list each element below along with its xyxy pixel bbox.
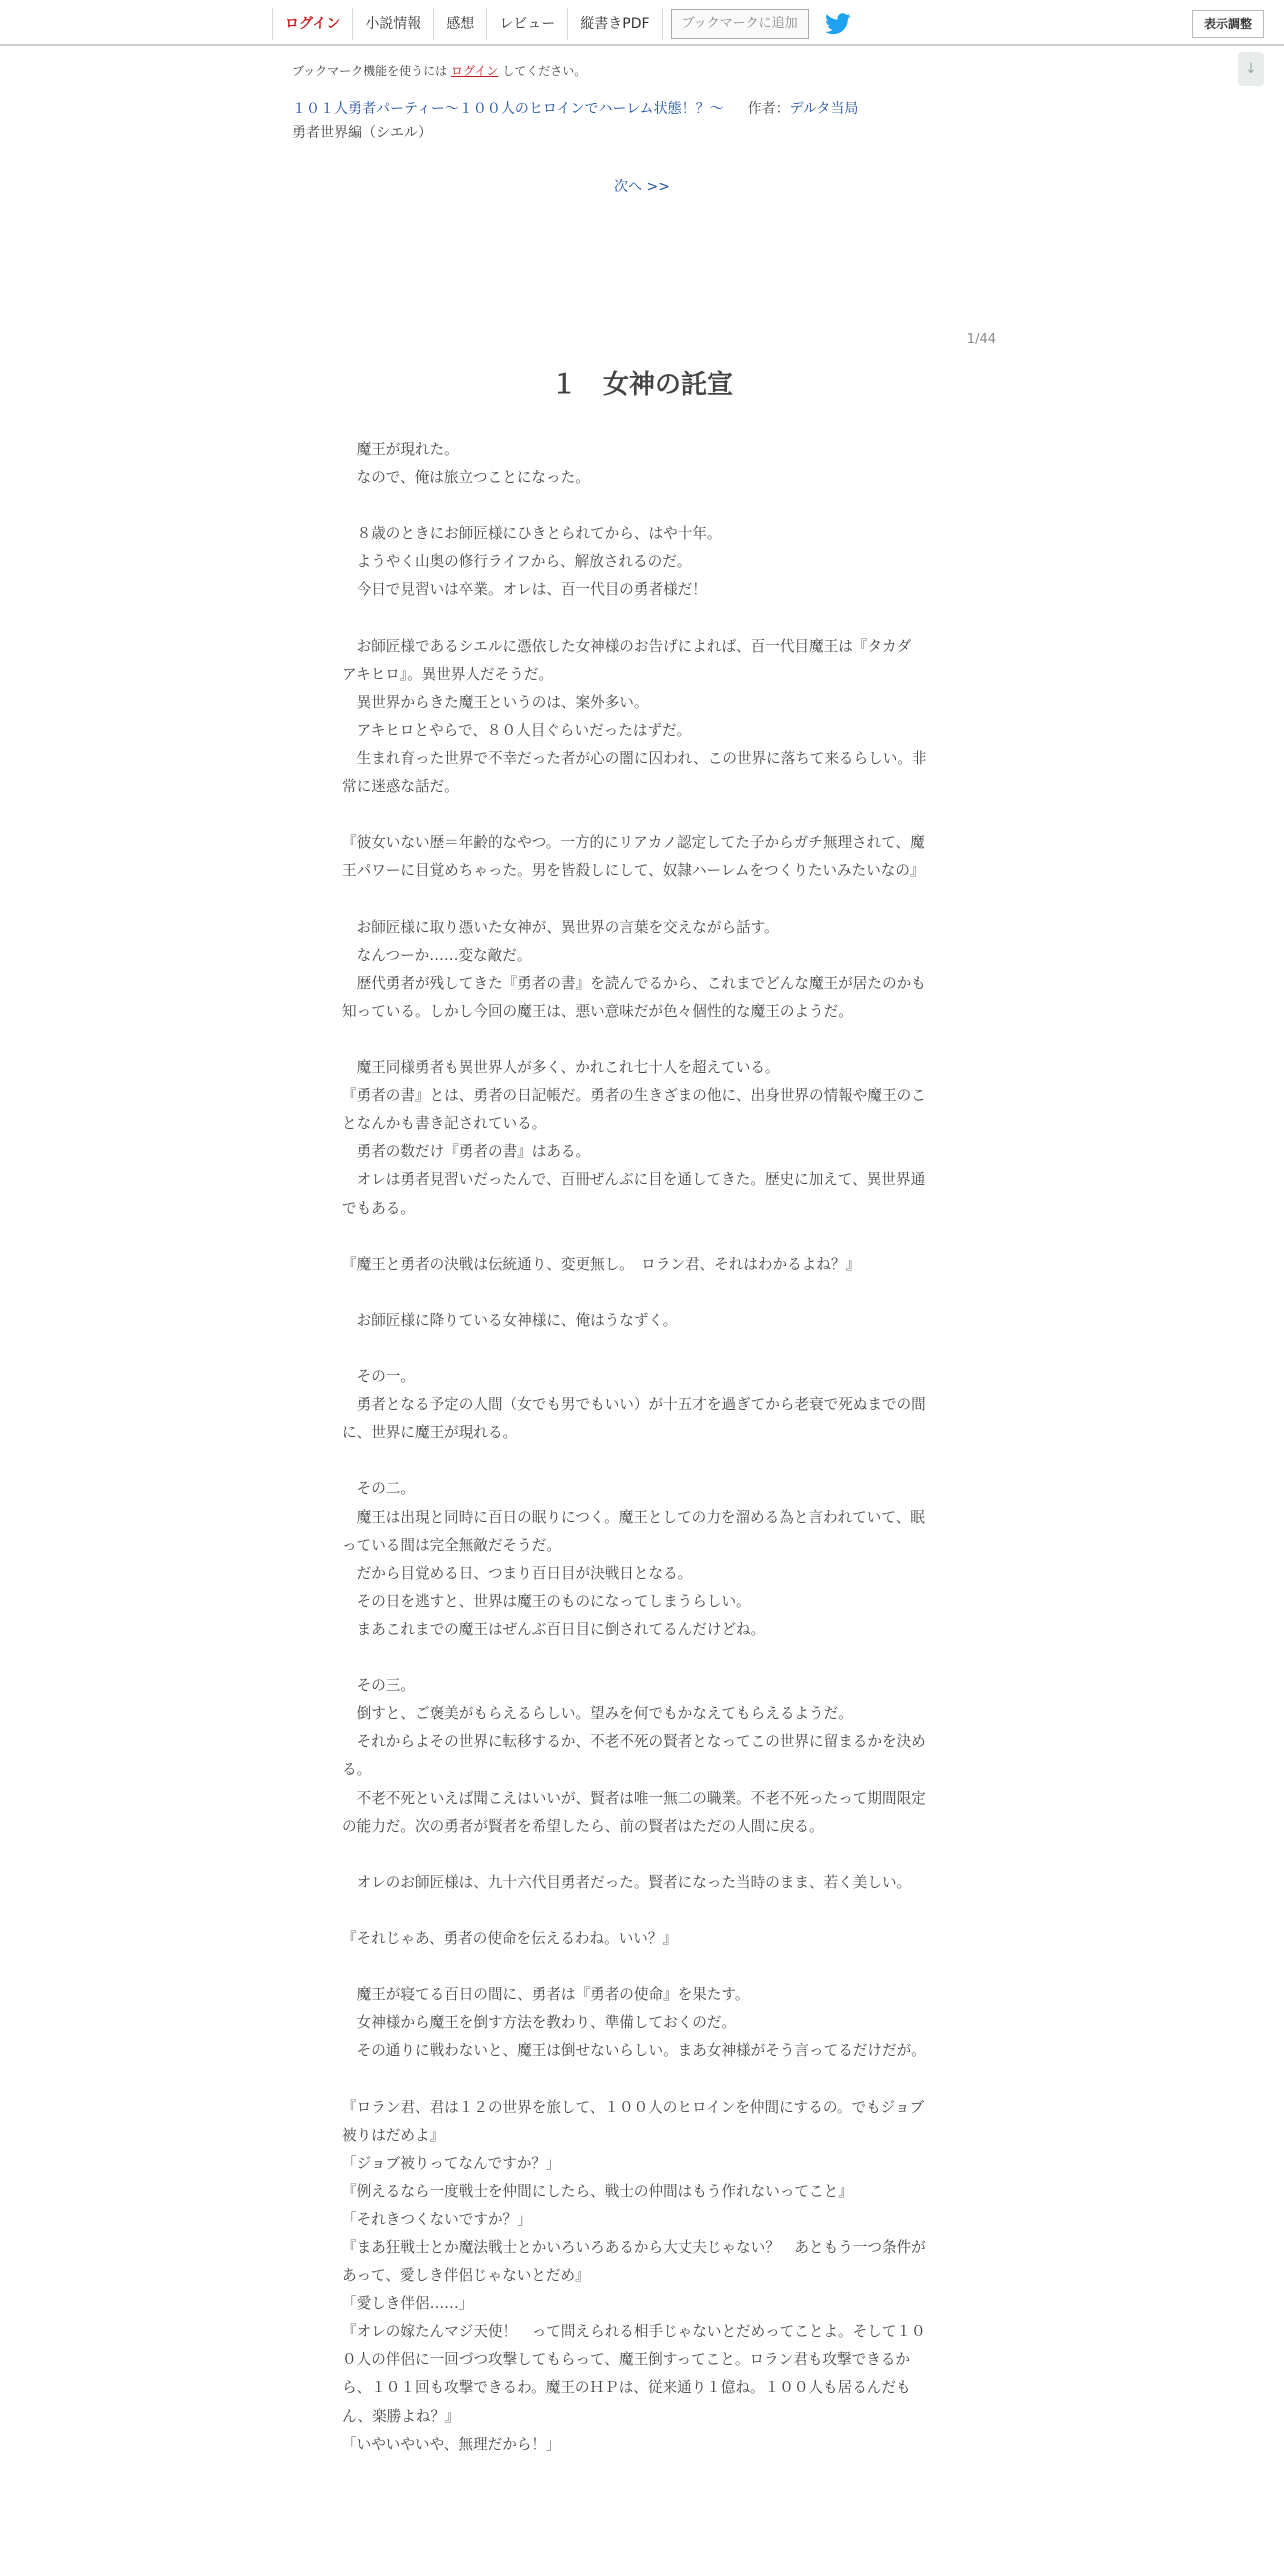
body-paragraph: オレのお師匠様は、九十六代目勇者だった。賢者になった当時のまま、若く美しい。 [342, 1873, 912, 1891]
body-paragraph: 歴代勇者が残してきた『勇者の書』を読んでるから、これまでどんな魔王が居たのかも知っている。しかし今回の魔王は、悪い意味だが色々個性的な魔王のようだ。 [342, 974, 926, 1020]
blank-line [342, 605, 934, 633]
body-paragraph: ようやく山奥の修行ライフから、解放されるのだ。 [342, 553, 692, 571]
body-paragraph: 『彼女いない歴＝年齢的なやつ。一方的にリアカノ認定してた子からガチ無理されて、魔王パワーに目覚めちゃった。男を皆殺しにして、奴隷ハーレムをつくりたいみたいなの』 [342, 834, 925, 880]
body-paragraph: 『魔王と勇者の決戦は伝統通り、変更無し。 ロラン君、それはわかるよね？』 [342, 1255, 861, 1273]
body-paragraph: その三。 [342, 1677, 415, 1695]
body-paragraph: 『例えるなら一度戦士を仲間にしたら、戦士の仲間はもう作れないってこと』 [342, 2182, 853, 2200]
login-link[interactable]: ログイン [272, 8, 352, 40]
reviews-link[interactable]: レビュー [486, 8, 567, 40]
body-paragraph: 『ロラン君、君は１２の世界を旅して、１００人のヒロインを仲間にするの。でもジョブ被りはだめよ』 [342, 2098, 925, 2144]
top-navigation [272, 6, 851, 42]
body-paragraph: 「愛しき伴侶……」 [342, 2295, 474, 2313]
author-link[interactable]: デルタ当局 [789, 101, 859, 117]
top-bar [0, 0, 1284, 46]
blank-line [342, 1223, 934, 1251]
page-counter: 1/44 [966, 332, 996, 347]
body-paragraph: 不老不死といえば聞こえはいいが、賢者は唯一無二の職業。不老不死ったって期間限定の能力だ。次の勇者が賢者を希望したら、前の賢者はただの人間に戻る。 [342, 1789, 926, 1835]
body-paragraph: 『まあ狂戦士とか魔法戦士とかいろいろあるから大丈夫じゃない？ あともう一つ条件があって、愛しき伴侶じゃないとだめ』 [342, 2239, 926, 2285]
body-paragraph: だから目覚める日、つまり百日目が決戦日となる。 [342, 1564, 693, 1582]
blank-line [342, 1953, 934, 1981]
body-paragraph: 『オレの嫁たんマジ天使！ って問えられる相手じゃないとだめってことよ。そして１００人の伴侶に一回づつ攻撃してもらって、魔王倒すってこと。ロラン君も攻撃できるから、１０１回も攻撃できるわ。魔王のＨＰは、従来通り１億ね。１００人も居るんだもん、楽勝よね？』 [342, 2323, 926, 2425]
series-title-link[interactable]: １０１人勇者パーティー〜１００人のヒロインでハーレム状態！？〜 [292, 101, 724, 117]
blank-line [342, 1644, 934, 1672]
body-paragraph: それからよその世界に転移するか、不老不死の賢者となってこの世界に留まるかを決める。 [342, 1733, 926, 1779]
body-paragraph: 「ジョブ被りってなんですか？」 [342, 2154, 561, 2172]
body-paragraph: なので、俺は旅立つことになった。 [342, 469, 590, 487]
body-paragraph: その通りに戦わないと、魔王は倒せないらしい。まあ女神様がそう言ってるだけだが。 [342, 2042, 926, 2060]
bookmark-notice-before: ブックマーク機能を使うには [292, 64, 451, 78]
novel-meta [292, 98, 858, 118]
body-paragraph: オレは勇者見習いだったんで、百冊ぜんぶに目を通してきた。歴史に加えて、異世界通でもある。 [342, 1171, 926, 1217]
body-paragraph: アキヒロとやらで、８０人目ぐらいだったはずだ。 [342, 721, 692, 739]
body-paragraph: お師匠様に降りている女神様に、俺はうなずく。 [342, 1311, 678, 1329]
blank-line [342, 886, 934, 914]
body-paragraph: その一。 [342, 1368, 415, 1386]
body-paragraph: 『勇者の書』とは、勇者の日記帳だ。勇者の生きざまの他に、出身世界の情報や魔王のことなんかも書き記されている。 [342, 1087, 926, 1133]
blank-line [342, 2065, 934, 2093]
body-paragraph: ８歳のときにお師匠様にひきとられてから、はや十年。 [342, 525, 722, 543]
body-paragraph: 魔王は出現と同時に百日の眠りにつく。魔王としての力を溜める為と言われていて、眠っている間は完全無敵だそうだ。 [342, 1508, 925, 1554]
blank-line [342, 1841, 934, 1869]
next-page-link[interactable]: 次へ >> [614, 179, 670, 195]
body-paragraph: 勇者の数だけ『勇者の書』はある。 [342, 1143, 591, 1161]
blank-line [342, 1897, 934, 1925]
body-paragraph: 倒すと、ご褒美がもらえるらしい。望みを何でもかなえてもらえるようだ。 [342, 1705, 853, 1723]
author-label: 作者： [747, 101, 790, 117]
blank-line [342, 1279, 934, 1307]
body-paragraph: 今日で見習いは卒業。オレは、百一代目の勇者様だ！ [342, 581, 707, 599]
body-paragraph: 魔王同様勇者も異世界人が多く、かれこれ七十人を超えている。 [342, 1059, 780, 1077]
arc-title: 勇者世界編（シエル） [292, 125, 432, 141]
bookmark-notice [292, 62, 586, 79]
body-paragraph: まあこれまでの魔王はぜんぶ百日目に倒されてるんだけどね。 [342, 1620, 766, 1638]
chapter-title: １ 女神の託宣 [550, 370, 733, 400]
blank-line [342, 1335, 934, 1363]
body-paragraph: 「いやいやいや、無理だから！」 [342, 2435, 561, 2453]
blank-line [342, 1026, 934, 1054]
body-paragraph: 魔王が寝てる百日の間に、勇者は『勇者の使命』を果たす。 [342, 1986, 750, 2004]
body-paragraph: 生まれ育った世界で不幸だった者が心の闇に囚われ、この世界に落ちて来るらしい。非常に迷惑な話だ。 [342, 750, 927, 796]
novel-info-link[interactable]: 小説情報 [352, 8, 433, 40]
vertical-pdf-link[interactable]: 縦書きPDF [567, 8, 662, 40]
display-settings-button[interactable]: 表示調整 [1192, 10, 1264, 38]
body-paragraph: 女神様から魔王を倒す方法を教わり、準備しておくのだ。 [342, 2014, 737, 2032]
chapter-body [342, 436, 934, 2459]
page-down-button[interactable]: ↓ [1238, 52, 1264, 86]
body-paragraph: なんつーか……変な敵だ。 [342, 946, 532, 964]
body-paragraph: 異世界からきた魔王というのは、案外多い。 [342, 693, 649, 711]
body-paragraph: 魔王が現れた。 [342, 441, 459, 458]
bookmark-notice-login-link[interactable]: ログイン [450, 64, 499, 78]
blank-line [342, 492, 934, 520]
bookmark-notice-after: してください。 [498, 64, 587, 78]
body-paragraph: その二。 [342, 1480, 415, 1498]
body-paragraph: 『それじゃあ、勇者の使命を伝えるわね。いい？』 [342, 1929, 678, 1947]
blank-line [342, 1447, 934, 1475]
impressions-link[interactable]: 感想 [433, 8, 486, 40]
body-paragraph: 「それきつくないですか？」 [342, 2210, 532, 2228]
body-paragraph: その日を逃すと、世界は魔王のものになってしまうらしい。 [342, 1592, 751, 1610]
body-paragraph: 勇者となる予定の人間（女でも男でもいい）が十五才を過ぎてから老衰で死ぬまでの間に、世界に魔王が現れる。 [342, 1396, 926, 1442]
body-paragraph: お師匠様であるシエルに憑依した女神様のお告げによれば、百一代目魔王は『タカダ アキヒロ』。異世界人だそうだ。 [342, 637, 926, 683]
body-paragraph: お師匠様に取り憑いた女神が、異世界の言葉を交えながら話す。 [342, 918, 779, 936]
bookmark-add-button[interactable]: ブックマークに追加 [671, 9, 809, 39]
blank-line [342, 801, 934, 829]
twitter-icon[interactable] [825, 13, 851, 35]
